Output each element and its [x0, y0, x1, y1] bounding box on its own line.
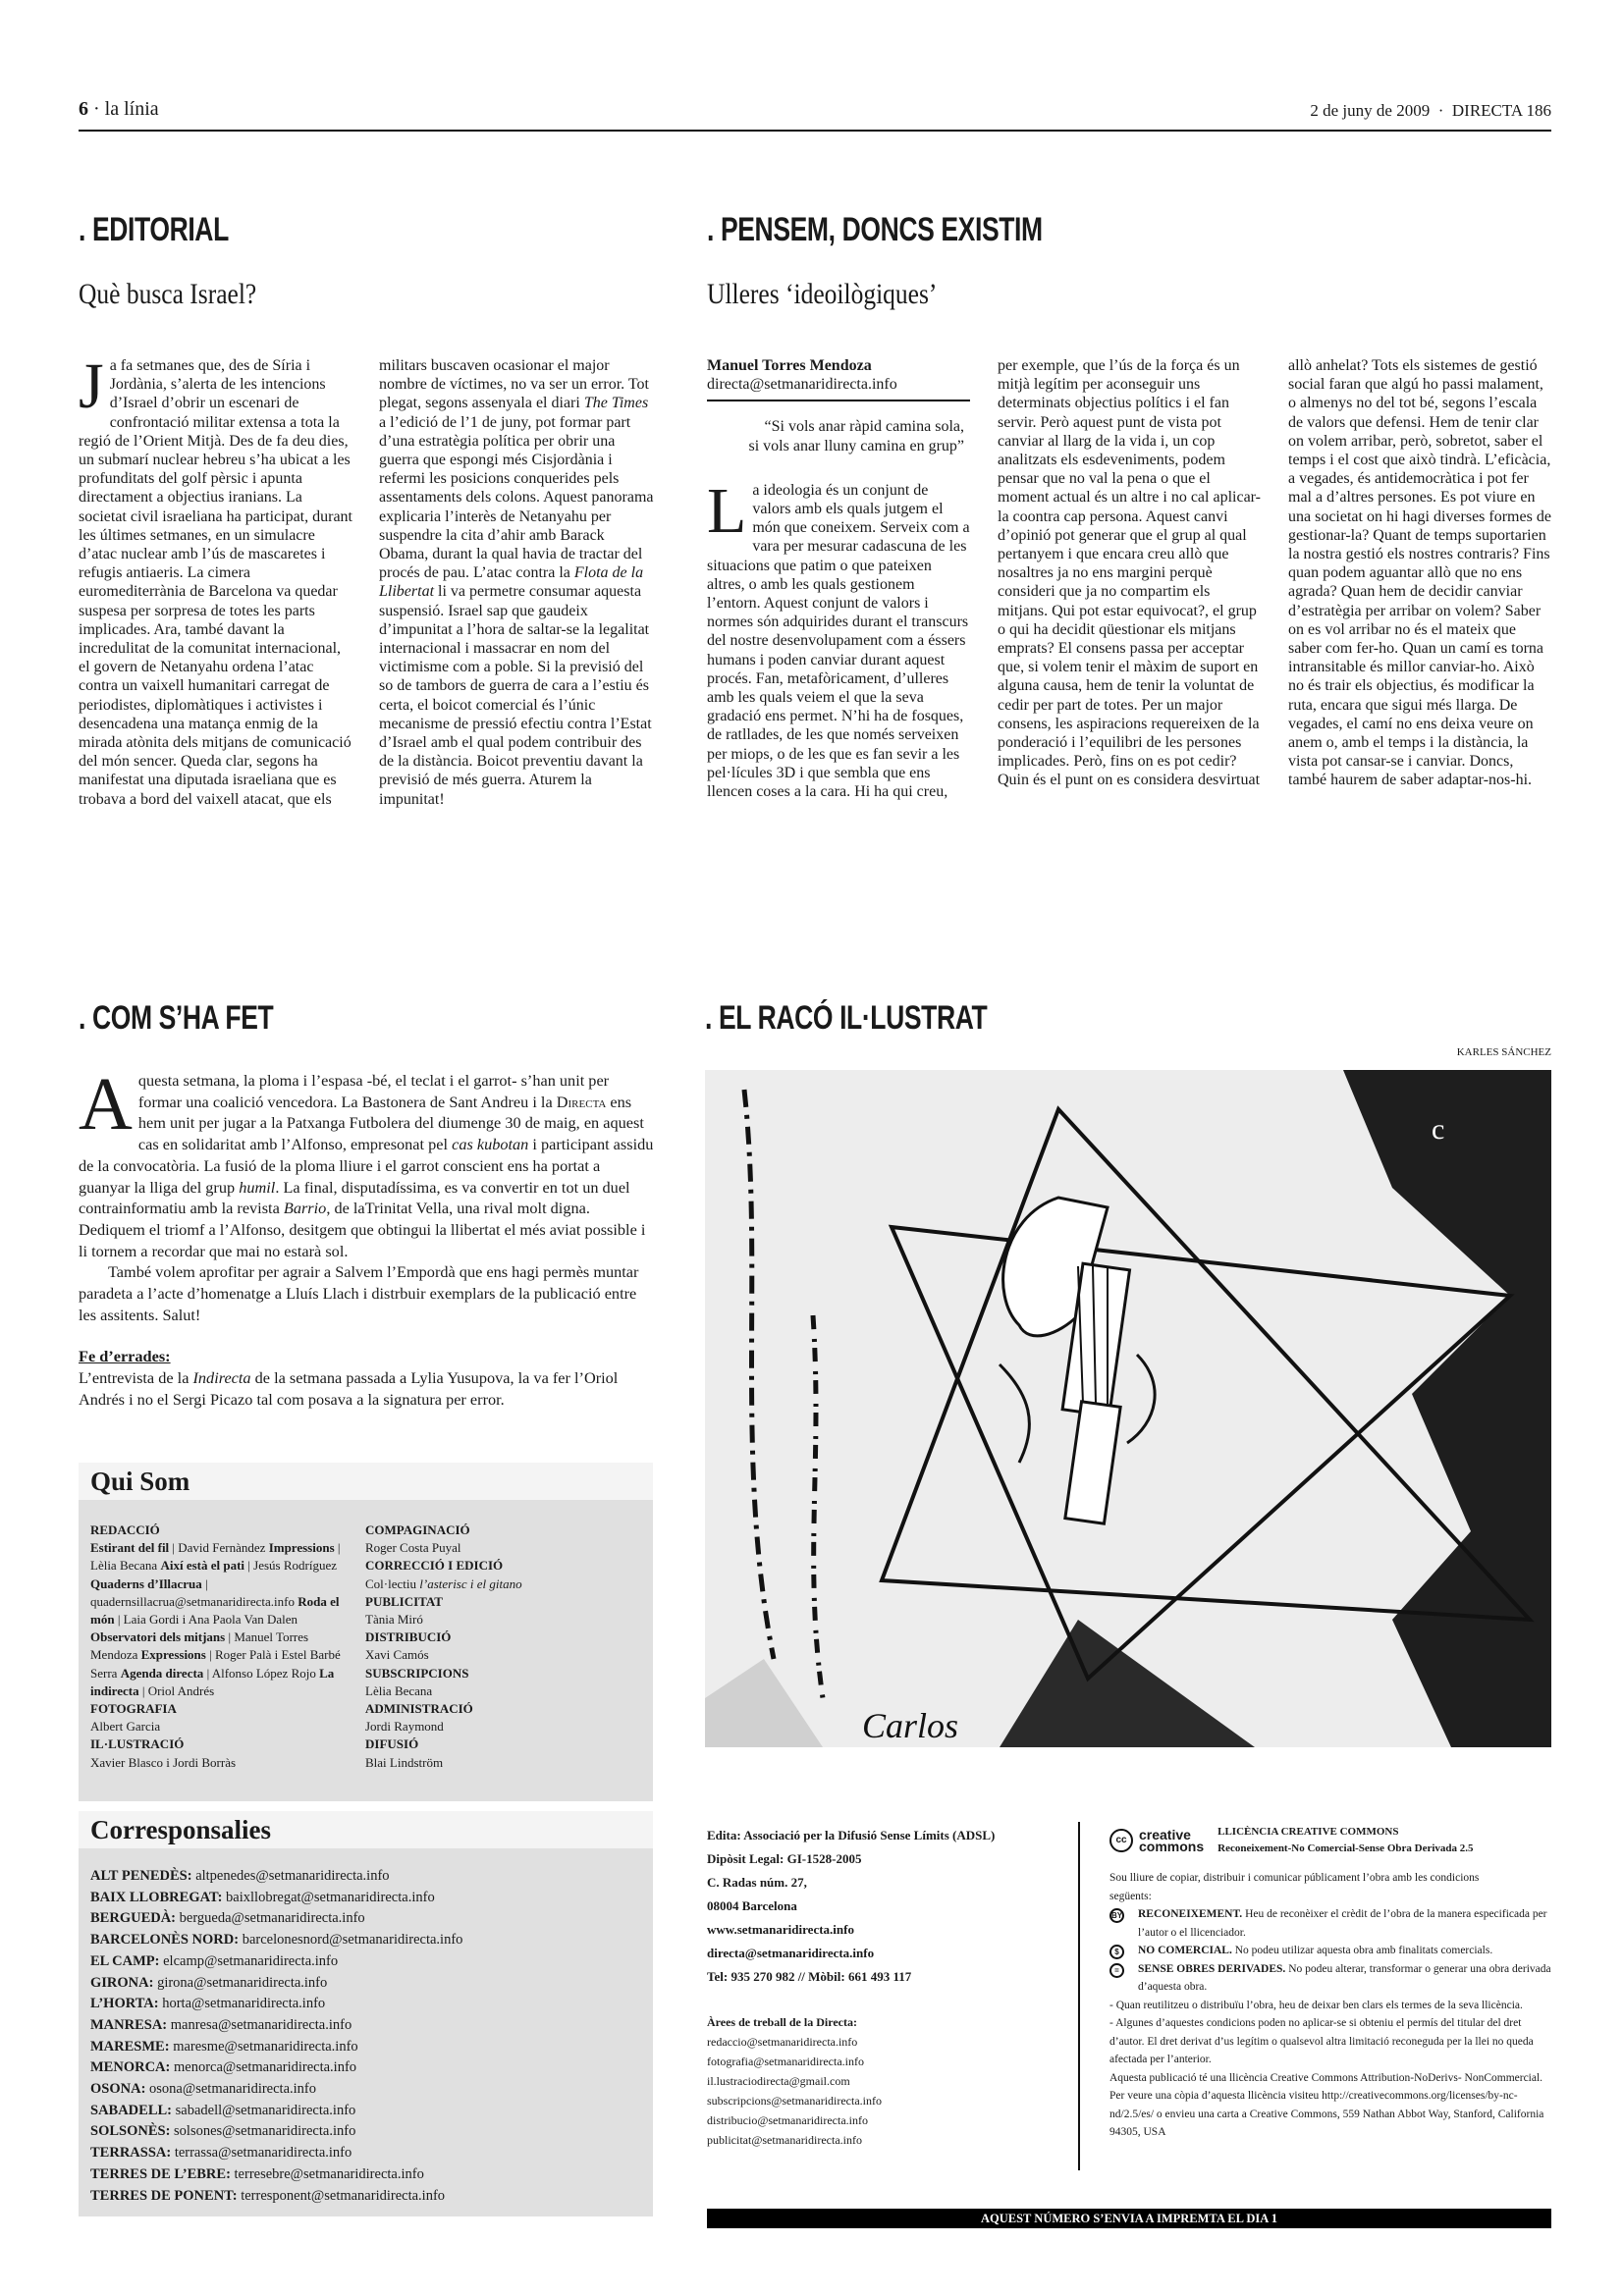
license-note: - Quan reutilitzeu o distribuïu l’obra, heu de deixar ben clars els termes de la seva llicència. [1109, 1999, 1523, 2011]
quote-line: si vols anar lluny camina en grup” [748, 437, 964, 454]
page-header-left [79, 98, 159, 121]
quote-line: “Si vols anar ràpid camina sola, [764, 418, 964, 436]
publisher-line: directa@setmanaridirecta.info [707, 1946, 875, 1960]
role-name: Blai Lindström [365, 1754, 444, 1770]
logo-word: commons [1139, 1839, 1205, 1854]
region: TERRES DE PONENT: [90, 2187, 238, 2204]
cc-logo [1109, 1829, 1204, 1852]
area-email[interactable]: redaccio@setmanaridirecta.info [707, 2035, 858, 2049]
corresponsalies-box [79, 1811, 653, 2216]
contributor: | Manuel Torres Mendoza [90, 1629, 309, 1663]
correspondent-item [90, 2079, 641, 2101]
license-note: Aquesta publicació té una llicència Creative Commons Attribution-NoDerivs- NonCommercial. Per veure una còpia d’aquesta llicència visiteu http://creativecommons.org/licenses/by-nc-nd/2.5/es/ o envieu una carta a Creative Commons, 559 Nathan Abbot Way, Stanford, California 94305, USA [1109, 2071, 1544, 2138]
region-email[interactable]: menorca@setmanaridirecta.info [170, 2059, 357, 2076]
role-name: Xavi Camós [365, 1647, 429, 1663]
author-email[interactable]: directa@setmanaridirecta.info [707, 375, 970, 401]
pensem-body [707, 356, 1551, 847]
license-block [1109, 1824, 1553, 2142]
drop-cap: L [707, 474, 747, 547]
correspondent-item [90, 1951, 641, 1973]
correspondent-item [90, 1930, 641, 1951]
left-roles [90, 1700, 348, 1772]
errata-title: Fe d’errades: [79, 1347, 171, 1366]
region-email[interactable]: terresebre@setmanaridirecta.info [230, 2165, 424, 2182]
section-name: Així està el pati [160, 1558, 245, 1574]
region: MANRESA: [90, 2016, 168, 2033]
text-run: També volem aprofitar per agrair a Salvem l’Empordà que ens hagi permès muntar paradeta a l’acte d’homenatge a Lluís Llach i distrbuir exemplars de la publicació entre les assitents. Salut! [79, 1262, 639, 1324]
region-email[interactable]: terresponent@setmanaridirecta.info [237, 2187, 446, 2204]
pull-quote [707, 417, 970, 454]
italic-text: humil [239, 1177, 276, 1197]
license-header [1109, 1824, 1553, 1857]
contributor: | Jesús Rodríguez [244, 1558, 337, 1574]
role-name-italic: l’asterisc i el gitano [419, 1575, 522, 1591]
role-name: Albert Garcia [90, 1719, 161, 1735]
issue-number: DIRECTA 186 [1451, 101, 1551, 120]
italic-text: Flota de la Llibertat [379, 564, 644, 601]
role-entry [365, 1665, 630, 1700]
text-run: a fa setmanes que, des de Síria i Jordània, s’alerta de les intencions d’Israel d’obrir un escenari de confrontació militar extensa a tota la regió de l’Orient Mitjà. Des de fa deu dies, un submarí nuclear hebreu s’ha ubicat a les profunditats del golf pèrsic i apunta directament a objectius iranians. La societat civil israeliana ha participat, durant les últimes setmanes, en un simulacre d’atac nuclear amb l’ús de mascaretes i refugis antiaeris. La cimera euromediterrània de Barcelona va quedar suspesa per sorpresa de totes les parts implicades. Ara, també davant la incredulitat de la comunitat internacional, el govern de Netanyahu ordena l’atac contra un vaixell humanitari carregat de periodistes, diplomàtiques i activistes i desencadena una matança enmig de la mirada atònita dels mitjans de comunicació del món sencer. Queda clar, segons ha manifestat una diputada israeliana que es trobava a bord del vaixell atacat, que els militars buscaven ocasionar el major nombre de víctimes, no va ser un error. Tot plegat, segons assenyala el diari [79, 357, 649, 808]
publisher-line: Dipòsit Legal: GI-1528-2005 [707, 1851, 862, 1866]
role-heading: CORRECCIÓ I EDICIÓ [365, 1558, 504, 1574]
text-run: i participant assidu de la convocatòria. La fusió de la ploma lliure i el garrot conscient ens ha portat a guanyar la lliga del grup [79, 1135, 654, 1197]
role-entry [90, 1735, 348, 1771]
region-email[interactable]: osona@setmanaridirecta.info [145, 2081, 317, 2098]
section-name: Agenda directa [120, 1665, 204, 1681]
nc-icon: $ [1109, 1945, 1124, 1959]
contributor: | Oriol Andrés [138, 1682, 215, 1698]
text-run: , de laTrinitat Vella, una rival molt digna. Dediquem el triomf a l’Alfonso, desitgem que obtingui la llibertat el més aviat possible i li tornem a recordar que mai no estarà sol. [79, 1199, 646, 1260]
role-heading: IL·LUSTRACIÓ [90, 1736, 185, 1752]
paragraph [79, 1262, 638, 1323]
role-entry [90, 1700, 348, 1735]
publisher-line: C. Radas núm. 27, [707, 1875, 807, 1890]
print-date-bar: AQUEST NÚMERO S’ENVIA A IMPREMTA EL DIA 1 [707, 2209, 1551, 2228]
editorial-paragraph [79, 350, 654, 808]
publisher-lines [707, 1824, 1080, 1989]
section-name: Roda el món [90, 1593, 340, 1628]
contributor: | Lèlia Becana [90, 1540, 341, 1574]
editorial-title: Què busca Israel? [79, 278, 257, 310]
corresponsalies-list [79, 1848, 653, 2216]
condition-text [1130, 1905, 1553, 1942]
region-email[interactable]: solsones@setmanaridirecta.info [170, 2123, 356, 2140]
contributor: | Alfonso López Rojo [203, 1665, 320, 1681]
page-header-right: 2 de juny de 2009 · DIRECTA 186 [1310, 101, 1551, 120]
qui-som-title: Qui Som [79, 1463, 653, 1500]
areas-list [707, 2032, 1080, 2150]
italic-text: Indirecta [192, 1368, 251, 1388]
publisher-info [707, 1824, 1080, 2150]
editorial-heading: . EDITORIAL [79, 211, 229, 248]
publisher-line: Edita: Associació per la Difusió Sense Límits (ADSL) [707, 1828, 996, 1842]
header-rule [79, 130, 1551, 132]
role-name: Jordi Raymond [365, 1719, 444, 1735]
contributor: | quadernsillacrua@setmanaridirecta.info [90, 1575, 298, 1609]
role-heading: COMPAGINACIÓ [365, 1522, 470, 1537]
region-email[interactable]: horta@setmanaridirecta.info [158, 1996, 326, 2012]
publisher-line: www.setmanaridirecta.info [707, 1922, 854, 1937]
issue-date: 2 de juny de 2009 [1310, 101, 1431, 120]
correspondent-item [90, 1888, 641, 1909]
condition-label: NO COMERCIAL. [1138, 1945, 1232, 1956]
correspondent-item [90, 1994, 641, 2015]
region: TERRES DE L’EBRE: [90, 2165, 231, 2182]
license-title-block [1217, 1824, 1473, 1857]
correspondent-item [90, 2101, 641, 2122]
separator: · [93, 98, 100, 120]
areas-title: Àrees de treball de la Directa: [707, 2015, 857, 2029]
correspondent-item [90, 2121, 641, 2143]
italic-text: cas kubotan [452, 1135, 529, 1154]
role-entry [365, 1557, 630, 1592]
section-name: Estirant del fil [90, 1540, 170, 1556]
contributor: | Roger Palà i Estel Barbé Serra [90, 1647, 341, 1681]
role-heading: SUBSCRIPCIONS [365, 1665, 469, 1681]
condition-text [1130, 1942, 1492, 1960]
italic-text: The Times [583, 395, 649, 412]
section-name: la línia [104, 98, 159, 120]
correspondent-item [90, 2164, 641, 2186]
paragraph [79, 1063, 654, 1260]
role-entry [365, 1700, 630, 1735]
section-name: Observatori dels mitjans [90, 1629, 226, 1645]
license-intro: Sou lliure de copiar, distribuir i comunicar públicament l’obra amb les condicions següents: [1109, 1872, 1480, 1902]
region-email[interactable]: barcelonesnord@setmanaridirecta.info [239, 1932, 463, 1949]
by-icon: BY [1109, 1908, 1124, 1923]
drop-cap: A [79, 1063, 133, 1146]
area-email[interactable]: subscripcions@setmanaridirecta.info [707, 2094, 882, 2108]
region-email[interactable]: bergueda@setmanaridirecta.info [176, 1910, 365, 1927]
region: MARESME: [90, 2038, 170, 2055]
role-entry [365, 1593, 630, 1629]
qui-som-right [365, 1522, 630, 1788]
section-name: La indirecta [90, 1665, 335, 1698]
license-notes [1109, 1997, 1553, 2142]
cc-icon: cc [1109, 1829, 1133, 1852]
role-heading: FOTOGRAFIA [90, 1701, 177, 1717]
drop-cap: J [79, 350, 104, 422]
correspondent-item [90, 2037, 641, 2058]
illustrator-credit: KARLES SÁNCHEZ [1456, 1046, 1551, 1058]
role-entry [365, 1735, 630, 1771]
license-title: LLICÈNCIA CREATIVE COMMONS [1217, 1826, 1399, 1838]
region: ALT PENEDÈS: [90, 1868, 192, 1884]
text-run: . La final, disputadíssima, es va convertir en tot un duel contrainformatiu amb la revista [79, 1177, 630, 1218]
condition-description: Heu de reconèixer el crèdit de l’obra de la manera especificada per l’autor o el llicenciador. [1138, 1908, 1547, 1939]
license-note: - Algunes d’aquestes condicions poden no aplicar-se si obteniu el permís del titular del dret d’autor. El dret derivat d’us legítim o qualsevol altra limitació reconeguda per la llei no queda afectada per l’anterior. [1109, 2017, 1534, 2065]
raco-heading: . EL RACÓ IL·LUSTRAT [705, 999, 988, 1037]
correspondent-item [90, 1973, 641, 1995]
text-run: ens hem unit per jugar a la Patxanga Futbolera del diumenge 30 de maig, en aquest cas en solidaritat amb l’Alfonso, empresonat pel [137, 1092, 644, 1154]
corresponsalies-title: Corresponsalies [79, 1811, 653, 1848]
condition-label: SENSE OBRES DERIVADES. [1138, 1962, 1286, 1975]
region: L’HORTA: [90, 1996, 159, 2012]
pensem-heading: . PENSEM, DONCS EXISTIM [707, 211, 1043, 248]
editorial-body [79, 350, 654, 847]
license-conditions [1109, 1905, 1553, 1997]
page-number: 6 [79, 98, 88, 120]
region-email[interactable]: baixllobregat@setmanaridirecta.info [222, 1889, 435, 1905]
errata-text [79, 1368, 618, 1409]
role-name: Col·lectiu [365, 1575, 420, 1591]
text-run: li va permetre consumar aquesta suspensió. Israel sap que gaudeix d’impunitat a l’hora de saltar-se la legalitat internacional i massacrar en nom del victimisme com a poble. Si la previsió del so de tambors de guerra de cara a l’estiu és certa, el boicot comercial és l’únic mecanisme de pressió efectiu contra l’Estat d’Israel amb el qual podem contribuir des de la distància. Boicot preventiu davant la previsió de més guerra. Aturem la impunitat! [379, 583, 652, 808]
area-email[interactable]: publicitat@setmanaridirecta.info [707, 2133, 862, 2147]
qui-som-content [79, 1500, 653, 1801]
nd-icon: = [1109, 1963, 1124, 1978]
region: TERRASSA: [90, 2145, 172, 2162]
text-run: a ideologia és un conjunt de valors amb els quals jutgem el món que coneixem. Serveix com a vara per mesurar cadascuna de les situacions que patim o que pateixen altres, o amb les quals gestionem l’entorn. Aquest conjunt de valors i normes són adquirides durant el transcurs del nostre desenvolupament com a éssers humans i poden canviar durant aquest procés. Fan, metafòricament, d’ulleres amb les quals veiem el que la seva gradació ens permet. N’hi ha de fosques, de ratllades, de les que només serveixen per miops, o de les que es fan sevir a les pel·lícules 3D i que sembla que ens llencen coses a la cara. Hi ha qui creu, per exemple, que l’ús de la força és un mitjà legítim per aconseguir uns determinats objectius polítics i el fan servir. Però aquest punt de vista pot canviar al llarg de la vida i, un cop analitzats els esdeveniments, podem pensar que no val la pena o que el moment actual és un altre i no cal aplicar-la coontra cap persona. Aquest canvi d’opinió pot generar que el grup al qual pertanyem i que encara creu allò que nosaltres ja no ens margini perquè consideri que ja no compartim els mitjans. Qui pot estar equivocat?, el grup o qui ha decidit qüestionar els mitjans emprats? El consens passa per acceptar que, si volem tenir el màxim de suport en alguna causa, hem de tenir la voluntat de cedir per part de totes. Per un major consens, les aspiracions requereixen de la ponderació i l’equilibri de les persones implicades. Però, fins on es pot cedir? Quin és el punt on es considera desvirtuat allò anhelat? Tots els sistemes de gestió social faran que algú ho passi malament, o almenys no del tot bé, segons l’escala de valors que defensi. Hem de tenir clar on volem arribar, però, sobretot, saber el temps i el cost que això tindrà. L’eficàcia, a vegades, és antidemocràtica i pot fer mal a d’altres persones. Es pot viure en una societat on hi hagi diverses formes de gestionar-la? Quant de temps suportarien la nostra gestió els nostres contraris? Fins quan podem aguantar allò que no ens agrada? Quan hem de decidir canviar d’estratègia per arribar on volem? Saber on es vol arribar no és el mateix que saber com fer-ho. Quan un camí es torna intransitable és millor canviar-ho. Això no és trair els objectius, és modificar la ruta, encara que sigui més llarga. De vegades, el camí no ens deixa veure on anem o, amb el temps i la distància, la vista pot cansar-se i canviar. Doncs, també haurem de saber adaptar-nos-hi. [707, 357, 1551, 801]
license-condition [1109, 1960, 1553, 1997]
region: SOLSONÈS: [90, 2123, 171, 2140]
role-name: Roger Costa Puyal [365, 1540, 461, 1556]
role-name: Tània Miró [365, 1612, 423, 1628]
pensem-title: Ulleres ‘ideoilògiques’ [707, 278, 938, 310]
role-heading: DIFUSIÓ [365, 1736, 419, 1752]
correspondent-item [90, 2015, 641, 2037]
region: BAIX LLOBREGAT: [90, 1889, 223, 1905]
region-email[interactable]: manresa@setmanaridirecta.info [167, 2016, 352, 2033]
region-email[interactable]: girona@setmanaridirecta.info [153, 1974, 328, 1991]
license-condition [1109, 1942, 1553, 1960]
area-email[interactable]: il.lustraciodirecta@gmail.com [707, 2074, 850, 2088]
region: OSONA: [90, 2081, 146, 2098]
small-caps-text: Directa [556, 1092, 607, 1111]
role-heading: REDACCIÓ [90, 1522, 160, 1537]
region-email[interactable]: maresme@setmanaridirecta.info [169, 2038, 358, 2055]
role-heading: DISTRIBUCIÓ [365, 1629, 452, 1645]
correspondent-item [90, 1908, 641, 1930]
license-subtitle: Reconeixement-No Comercial-Sense Obra Derivada 2.5 [1217, 1842, 1474, 1854]
contributor: | David Fernàndez [169, 1540, 269, 1556]
com-sha-fet-body [79, 1063, 654, 1411]
area-email[interactable]: distribucio@setmanaridirecta.info [707, 2113, 868, 2127]
contributor: | Laia Gordi i Ana Paola Van Dalen [114, 1612, 298, 1628]
qui-som-left [90, 1522, 348, 1788]
qui-som-box [79, 1463, 653, 1801]
region: EL CAMP: [90, 1952, 160, 1969]
author-name: Manuel Torres Mendoza [707, 357, 872, 374]
region: BERGUEDÀ: [90, 1910, 177, 1927]
correspondent-item [90, 2143, 641, 2164]
correspondent-item [90, 2057, 641, 2079]
artist-signature: Carlos [862, 1706, 959, 1745]
illustration-mark: c [1432, 1113, 1445, 1146]
area-email[interactable]: fotografia@setmanaridirecta.info [707, 2055, 864, 2068]
correspondent-item [90, 2186, 641, 2208]
role-entry [365, 1522, 630, 1557]
text-run: questa setmana, la ploma i l’espasa -bé, el teclat i el garrot- s’han unit per formar una coalició vencedora. La Bastonera de Sant Andreu i la [137, 1071, 610, 1111]
section-name: Expressions [140, 1647, 206, 1663]
illustration [705, 1070, 1551, 1747]
com-sha-fet-heading: . COM S’HA FET [79, 999, 274, 1037]
role-entry [365, 1629, 630, 1664]
text-run: L’entrevista de la [79, 1368, 193, 1388]
region-email[interactable]: terrassa@setmanaridirecta.info [171, 2145, 352, 2162]
condition-text [1130, 1960, 1553, 1997]
correspondent-item [90, 1866, 641, 1888]
region: MENORCA: [90, 2059, 171, 2076]
text-run: a l’edició de l’1 de juny, pot formar part d’una estratègia política per obrir una guerra que espongi més Cisjordània i refermi les posicions conquerides pels assentaments dels colons. Aquest panorama explicaria l’interès de Netanyahu per suspendre la cita d’ahir amb Barack Obama, durant la qual havia de tractar del procés de pau. L’atac contra la [379, 413, 654, 582]
region-email[interactable]: elcamp@setmanaridirecta.info [159, 1952, 339, 1969]
italic-text: Barrio [283, 1199, 327, 1218]
text-run: de la setmana passada a Lylia Yusupova, la va fer l’Oriol Andrés i no el Sergi Picazo tal com posava a la signatura per error. [79, 1368, 619, 1409]
logo-word: creative [1139, 1827, 1191, 1842]
redaccio-list [90, 1540, 341, 1698]
condition-description: No podeu utilizar aquesta obra amb finalitats comercials. [1231, 1945, 1493, 1956]
cc-wordmark [1139, 1829, 1204, 1852]
role-heading: PUBLICITAT [365, 1593, 443, 1609]
condition-label: RECONEIXEMENT. [1138, 1908, 1243, 1920]
role-name: Lèlia Becana [365, 1682, 433, 1698]
condition-description: No podeu alterar, transformar o generar una obra derivada d’aquesta obra. [1138, 1962, 1551, 1993]
role-heading: ADMINISTRACIÓ [365, 1701, 473, 1717]
region-email[interactable]: altpenedes@setmanaridirecta.info [191, 1868, 390, 1884]
section-name: Quaderns d’Illacrua [90, 1575, 202, 1591]
region: BARCELONÈS NORD: [90, 1932, 240, 1949]
publisher-line: Tel: 935 270 982 // Mòbil: 661 493 117 [707, 1969, 912, 1984]
publisher-line: 08004 Barcelona [707, 1898, 797, 1913]
region-email[interactable]: sabadell@setmanaridirecta.info [172, 2102, 356, 2118]
region: SABADELL: [90, 2102, 172, 2118]
column-divider [1078, 1822, 1080, 2170]
region: GIRONA: [90, 1974, 154, 1991]
section-name: Impressions [268, 1540, 335, 1556]
role-name: Xavier Blasco i Jordi Borràs [90, 1754, 237, 1770]
license-condition [1109, 1905, 1553, 1942]
